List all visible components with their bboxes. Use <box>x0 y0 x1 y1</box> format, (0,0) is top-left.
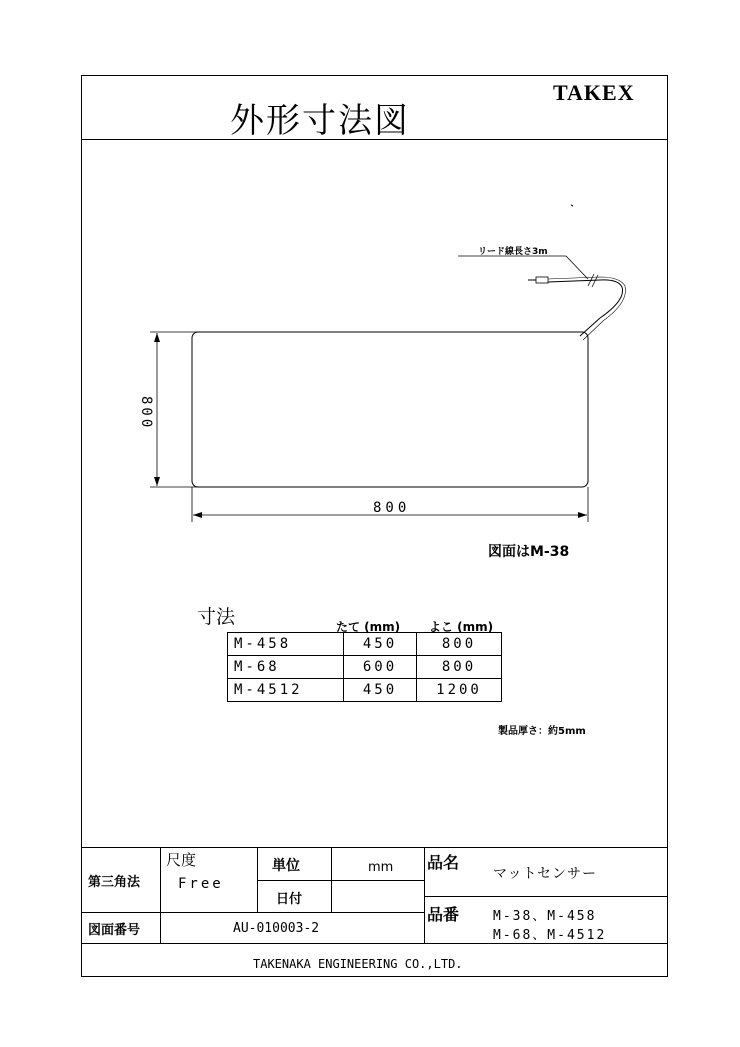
col-header-width: よこ (mm) <box>429 620 494 634</box>
width-cell: 800 <box>417 633 502 656</box>
titleblock-col-divider <box>424 847 425 943</box>
dimensions-table <box>227 632 502 702</box>
scale-label: 尺度 <box>166 851 197 869</box>
product-number-line2: M-68、M-4512 <box>493 928 607 943</box>
brand-logo: TAKEX <box>553 80 635 105</box>
height-dimension-value: 800 <box>138 396 154 431</box>
projection-method: 第三角法 <box>88 875 141 890</box>
product-name-label: 品名 <box>427 853 460 872</box>
unit-value: mm <box>368 860 394 875</box>
product-number-label: 品番 <box>427 905 460 924</box>
mat-outline <box>192 332 588 487</box>
company-name: TAKENAKA ENGINEERING CO.,LTD. <box>253 957 463 971</box>
lead-connector <box>536 277 548 283</box>
width-cell: 1200 <box>417 679 502 702</box>
table-row <box>228 633 502 656</box>
scale-value: Free <box>178 876 224 892</box>
drawing-note: 図面はM-38 <box>488 544 570 560</box>
height-cell: 450 <box>344 633 417 656</box>
height-arrow-top <box>154 333 160 342</box>
titleblock-row-divider <box>424 896 668 897</box>
page-title: 外形寸法図 <box>230 101 410 141</box>
titleblock-col-divider <box>331 847 332 912</box>
date-label: 日付 <box>276 892 303 907</box>
lead-length-label: リード線長さ3m <box>478 247 548 257</box>
titleblock-top <box>81 847 668 848</box>
height-cell: 450 <box>344 679 417 702</box>
titleblock-col-divider <box>257 847 258 912</box>
width-arrow-left <box>193 512 202 518</box>
model-cell: M-68 <box>228 656 344 679</box>
width-cell: 800 <box>417 656 502 679</box>
width-arrow-right <box>578 512 587 518</box>
product-name-value: マットセンサー <box>493 866 598 882</box>
model-cell: M-458 <box>228 633 344 656</box>
height-arrow-bottom <box>154 477 160 486</box>
product-number-line1: M-38、M-458 <box>493 909 597 924</box>
drawing-number-label: 図面番号 <box>88 923 141 938</box>
table-row <box>228 679 502 702</box>
titleblock-row-divider <box>81 943 668 944</box>
lead-wire <box>548 280 623 336</box>
drawing-number-value: AU-010003-2 <box>233 921 320 936</box>
height-cell: 600 <box>344 656 417 679</box>
unit-label: 単位 <box>272 858 300 874</box>
titleblock-row-divider <box>257 880 424 881</box>
col-header-height: たて (mm) <box>336 620 401 634</box>
model-cell: M-4512 <box>228 679 344 702</box>
dimensions-heading: 寸法 <box>197 606 236 628</box>
table-row <box>228 656 502 679</box>
thickness-note: 製品厚さ：約5mm <box>498 726 586 737</box>
width-dimension-value: 800 <box>373 500 411 516</box>
titleblock-row-divider <box>81 912 424 913</box>
titleblock-col-divider <box>160 847 161 943</box>
